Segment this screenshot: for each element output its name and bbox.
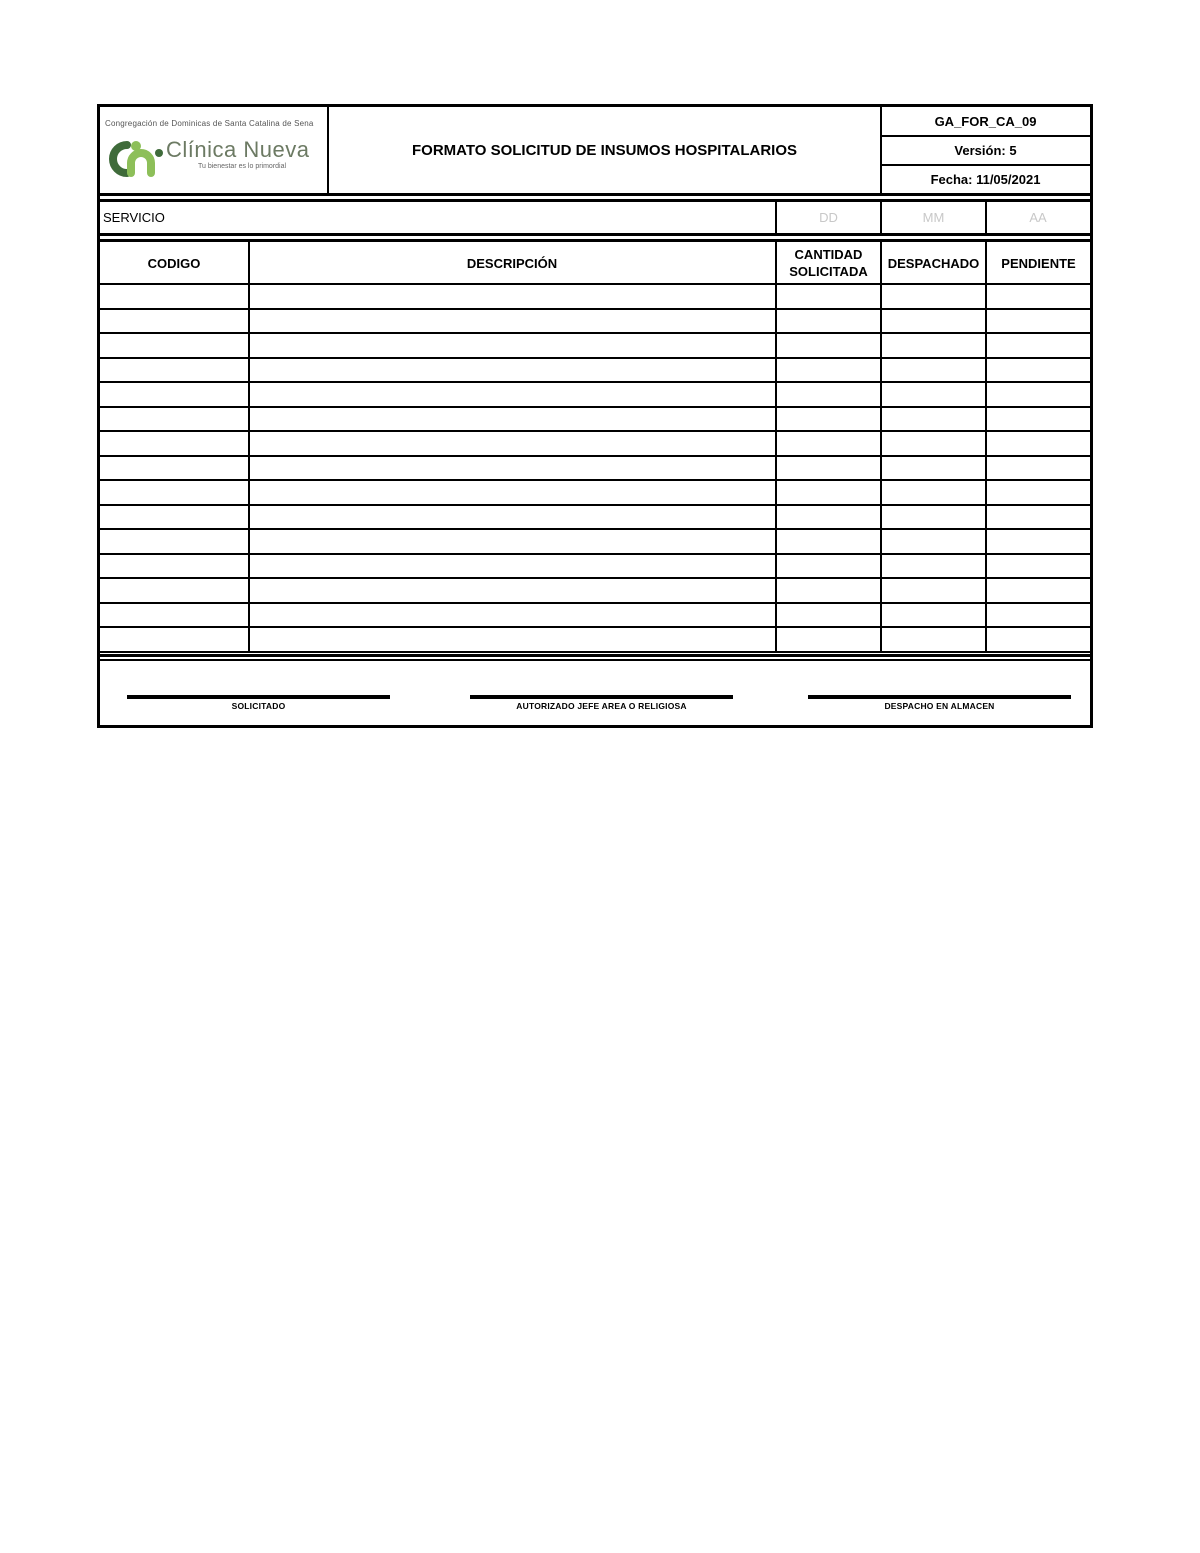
- divider: [100, 654, 1090, 657]
- table-cell[interactable]: [882, 432, 985, 455]
- signature-line-despacho[interactable]: [808, 695, 1071, 699]
- form-title: FORMATO SOLICITUD DE INSUMOS HOSPITALARIOS: [411, 141, 797, 159]
- table-cell[interactable]: [987, 334, 1090, 357]
- table-cell[interactable]: [100, 506, 248, 529]
- signature-label-autorizado: AUTORIZADO JEFE AREA O RELIGIOSA: [516, 701, 687, 711]
- table-cell[interactable]: [100, 555, 248, 578]
- table-cell[interactable]: [250, 604, 775, 627]
- table-cell[interactable]: [882, 506, 985, 529]
- table-cell[interactable]: [777, 432, 880, 455]
- table-cell[interactable]: [777, 457, 880, 480]
- table-cell[interactable]: [987, 457, 1090, 480]
- table-cell[interactable]: [250, 628, 775, 651]
- table-cell[interactable]: [882, 383, 985, 406]
- table-cell[interactable]: [987, 408, 1090, 431]
- table-cell[interactable]: [777, 604, 880, 627]
- table-cell[interactable]: [987, 628, 1090, 651]
- form-date: Fecha: 11/05/2021: [930, 172, 1041, 187]
- table-cell[interactable]: [777, 628, 880, 651]
- logo-name: Clínica Nueva: [166, 137, 310, 162]
- table-cell[interactable]: [882, 408, 985, 431]
- logo-block: [100, 107, 328, 193]
- table-cell[interactable]: [100, 285, 248, 308]
- clinic-logo-icon: [105, 137, 167, 177]
- table-cell[interactable]: [882, 285, 985, 308]
- table-cell[interactable]: [882, 530, 985, 553]
- table-cell[interactable]: [100, 432, 248, 455]
- table-cell[interactable]: [250, 506, 775, 529]
- table-cell[interactable]: [882, 604, 985, 627]
- org-name: Congregación de Dominicas de Santa Catalina de Sena: [105, 119, 314, 128]
- table-cell[interactable]: [100, 408, 248, 431]
- column-header-codigo: CODIGO: [147, 255, 201, 271]
- table-cell[interactable]: [100, 579, 248, 602]
- signature-label-solicitado: SOLICITADO: [231, 701, 286, 711]
- table-cell[interactable]: [777, 555, 880, 578]
- table-cell[interactable]: [987, 359, 1090, 382]
- table-cell[interactable]: [100, 310, 248, 333]
- table-cell[interactable]: [100, 359, 248, 382]
- column-header-descripcion: DESCRIPCIÓN: [466, 255, 558, 271]
- signature-line-solicitado[interactable]: [127, 695, 390, 699]
- table-cell[interactable]: [882, 359, 985, 382]
- table-cell[interactable]: [882, 310, 985, 333]
- table-cell[interactable]: [250, 334, 775, 357]
- table-cell[interactable]: [987, 530, 1090, 553]
- table-cell[interactable]: [777, 310, 880, 333]
- divider: [100, 233, 1090, 236]
- table-cell[interactable]: [100, 383, 248, 406]
- table-cell[interactable]: [777, 481, 880, 504]
- table-cell[interactable]: [882, 334, 985, 357]
- table-cell[interactable]: [987, 604, 1090, 627]
- divider: [881, 135, 1090, 137]
- divider: [100, 199, 1090, 202]
- table-cell[interactable]: [777, 334, 880, 357]
- day-field[interactable]: DD: [819, 209, 838, 225]
- signature-line-autorizado[interactable]: [470, 695, 733, 699]
- table-cell[interactable]: [882, 555, 985, 578]
- table-cell[interactable]: [250, 359, 775, 382]
- table-cell[interactable]: [100, 628, 248, 651]
- form-code: GA_FOR_CA_09: [934, 114, 1037, 129]
- table-cell[interactable]: [987, 432, 1090, 455]
- divider: [985, 200, 987, 235]
- column-header-cantidad: CANTIDAD SOLICITADA: [789, 247, 868, 279]
- logo-tagline: Tu bienestar es lo primordial: [198, 163, 287, 170]
- table-cell[interactable]: [987, 285, 1090, 308]
- column-header-despachado: DESPACHADO: [887, 255, 980, 271]
- service-field[interactable]: SERVICIO: [103, 209, 165, 225]
- table-cell[interactable]: [987, 481, 1090, 504]
- table-cell[interactable]: [100, 457, 248, 480]
- table-cell[interactable]: [100, 334, 248, 357]
- supply-request-form: [97, 104, 1093, 728]
- signature-label-despacho: DESPACHO EN ALMACEN: [884, 701, 995, 711]
- table-cell[interactable]: [250, 457, 775, 480]
- table-cell[interactable]: [777, 285, 880, 308]
- table-cell[interactable]: [777, 383, 880, 406]
- divider: [775, 200, 777, 235]
- table-cell[interactable]: [987, 310, 1090, 333]
- divider: [100, 659, 1090, 661]
- table-cell[interactable]: [250, 408, 775, 431]
- divider: [880, 107, 882, 194]
- table-cell[interactable]: [100, 604, 248, 627]
- table-cell[interactable]: [250, 383, 775, 406]
- table-cell[interactable]: [250, 432, 775, 455]
- table-cell[interactable]: [777, 530, 880, 553]
- table-cell[interactable]: [987, 555, 1090, 578]
- table-cell[interactable]: [777, 408, 880, 431]
- table-cell[interactable]: [882, 579, 985, 602]
- table-cell[interactable]: [250, 285, 775, 308]
- table-cell[interactable]: [100, 530, 248, 553]
- table-row: [100, 651, 1090, 653]
- year-field[interactable]: AA: [1029, 209, 1047, 225]
- table-cell[interactable]: [250, 310, 775, 333]
- table-cell[interactable]: [987, 579, 1090, 602]
- table-cell[interactable]: [882, 457, 985, 480]
- month-field[interactable]: MM: [922, 209, 945, 225]
- form-version: Versión: 5: [954, 143, 1017, 158]
- table-cell[interactable]: [100, 481, 248, 504]
- table-cell[interactable]: [250, 579, 775, 602]
- divider: [100, 193, 1090, 196]
- table-cell[interactable]: [987, 506, 1090, 529]
- column-header-pendiente: PENDIENTE: [1001, 255, 1076, 271]
- divider: [880, 200, 882, 235]
- table-cell[interactable]: [777, 359, 880, 382]
- table-cell[interactable]: [987, 383, 1090, 406]
- table-cell[interactable]: [777, 506, 880, 529]
- table-cell[interactable]: [250, 555, 775, 578]
- table-cell[interactable]: [250, 481, 775, 504]
- divider: [881, 164, 1090, 166]
- table-cell[interactable]: [777, 579, 880, 602]
- divider: [327, 107, 329, 194]
- table-cell[interactable]: [882, 628, 985, 651]
- table-cell[interactable]: [882, 481, 985, 504]
- table-cell[interactable]: [250, 530, 775, 553]
